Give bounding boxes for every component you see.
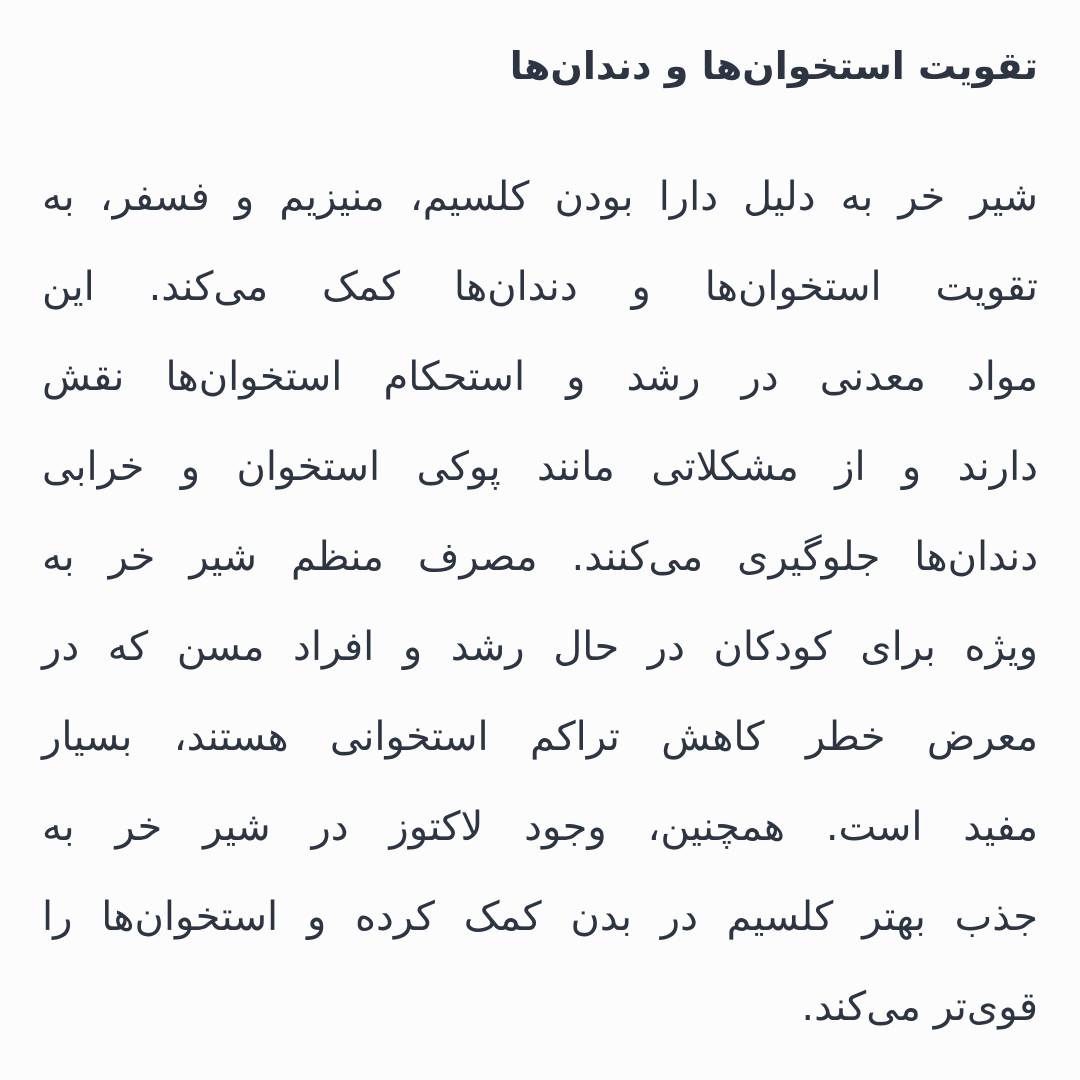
- paragraph-line-last: قوی‌تر می‌کند.: [801, 984, 1038, 1030]
- paragraph-line: دارند و از مشکلاتی مانند پوکی استخوان و خرابی: [42, 444, 1038, 490]
- paragraph-line: تقویت استخوان‌ها و دندان‌ها کمک می‌کند. این: [42, 264, 1038, 310]
- paragraph-line: جذب بهتر کلسیم در بدن کمک کرده و استخوان‌ها را: [42, 894, 1038, 940]
- paragraph-line: مفید است. همچنین، وجود لاکتوز در شیر خر به: [42, 804, 1038, 850]
- paragraph-line: معرض خطر کاهش تراکم استخوانی هستند، بسیار: [42, 714, 1038, 760]
- paragraph-line: شیر خر به دلیل دارا بودن کلسیم، منیزیم و فسفر، به: [42, 174, 1038, 220]
- paragraph-line: دندان‌ها جلوگیری می‌کنند. مصرف منظم شیر خر به: [42, 534, 1038, 580]
- paragraph-line: مواد معدنی در رشد و استحکام استخوان‌ها نقش: [42, 354, 1038, 400]
- article-title: تقویت استخوان‌ها و دندان‌ها: [509, 44, 1038, 88]
- paragraph-line: ویژه برای کودکان در حال رشد و افراد مسن که در: [42, 624, 1038, 670]
